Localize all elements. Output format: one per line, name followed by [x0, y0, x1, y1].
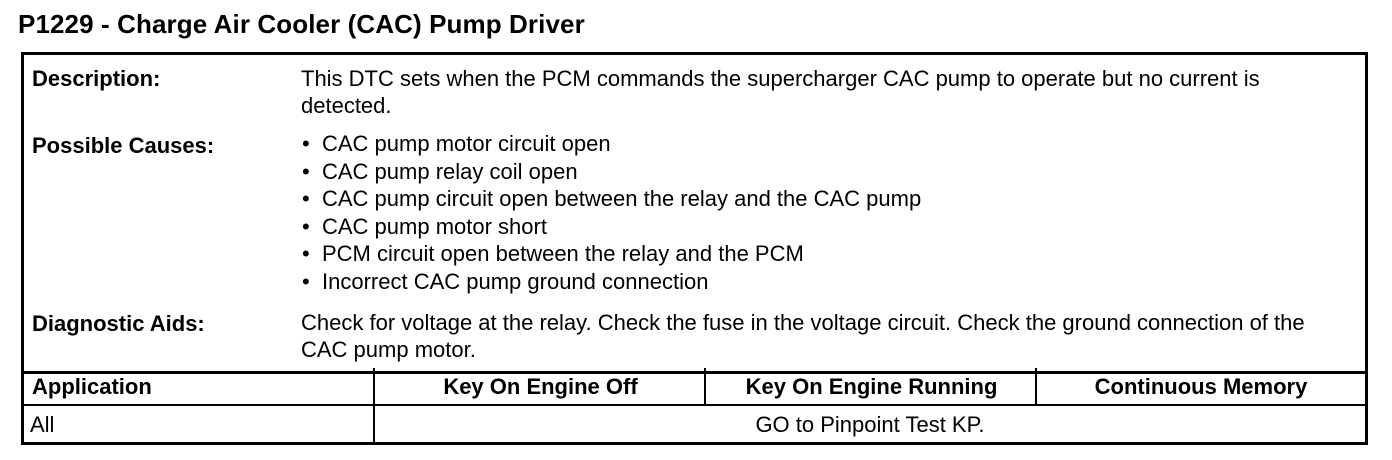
possible-causes-label: Possible Causes:: [32, 133, 215, 158]
table-column-divider: [1035, 368, 1037, 404]
table-header-continuous-memory: Continuous Memory: [1094, 374, 1308, 399]
table-header-koeo: Key On Engine Off: [443, 374, 638, 399]
bullet-icon: •: [302, 268, 310, 294]
table-cell-action: GO to Pinpoint Test KP.: [755, 412, 985, 437]
table-header-application: Application: [32, 374, 152, 399]
bullet-icon: •: [302, 241, 310, 266]
bullet-icon: •: [302, 213, 310, 239]
description-text: This DTC sets when the PCM commands the supercharger CAC pump to operate but no current is detected.: [301, 66, 1260, 118]
table-cell-application: All: [30, 412, 55, 437]
list-item: • CAC pump circuit open between the relay and the CAC pump: [302, 186, 922, 211]
table-column-divider: [704, 368, 706, 404]
bullet-icon: •: [302, 158, 310, 184]
list-item: • CAC pump motor circuit open: [302, 131, 611, 156]
diagnostic-aids-label: Diagnostic Aids:: [32, 311, 205, 336]
list-item: • CAC pump relay coil open: [302, 158, 578, 184]
page-title: P1229 - Charge Air Cooler (CAC) Pump Driver: [18, 9, 585, 39]
dtc-info-box: [21, 52, 1368, 374]
bullet-icon: •: [302, 131, 310, 156]
list-item: • PCM circuit open between the relay and the PCM: [302, 241, 804, 266]
table-header-koer: Key On Engine Running: [745, 374, 998, 399]
bullet-icon: •: [302, 186, 310, 211]
list-item: • CAC pump motor short: [302, 213, 547, 239]
application-table: [21, 368, 1368, 445]
description-label: Description:: [32, 66, 161, 91]
list-item: • Incorrect CAC pump ground connection: [302, 268, 709, 294]
diagnostic-aids-text: Check for voltage at the relay. Check the fuse in the voltage circuit. Check the ground connection of the CAC pump motor.: [301, 310, 1305, 362]
possible-causes-list: [301, 130, 1341, 295]
